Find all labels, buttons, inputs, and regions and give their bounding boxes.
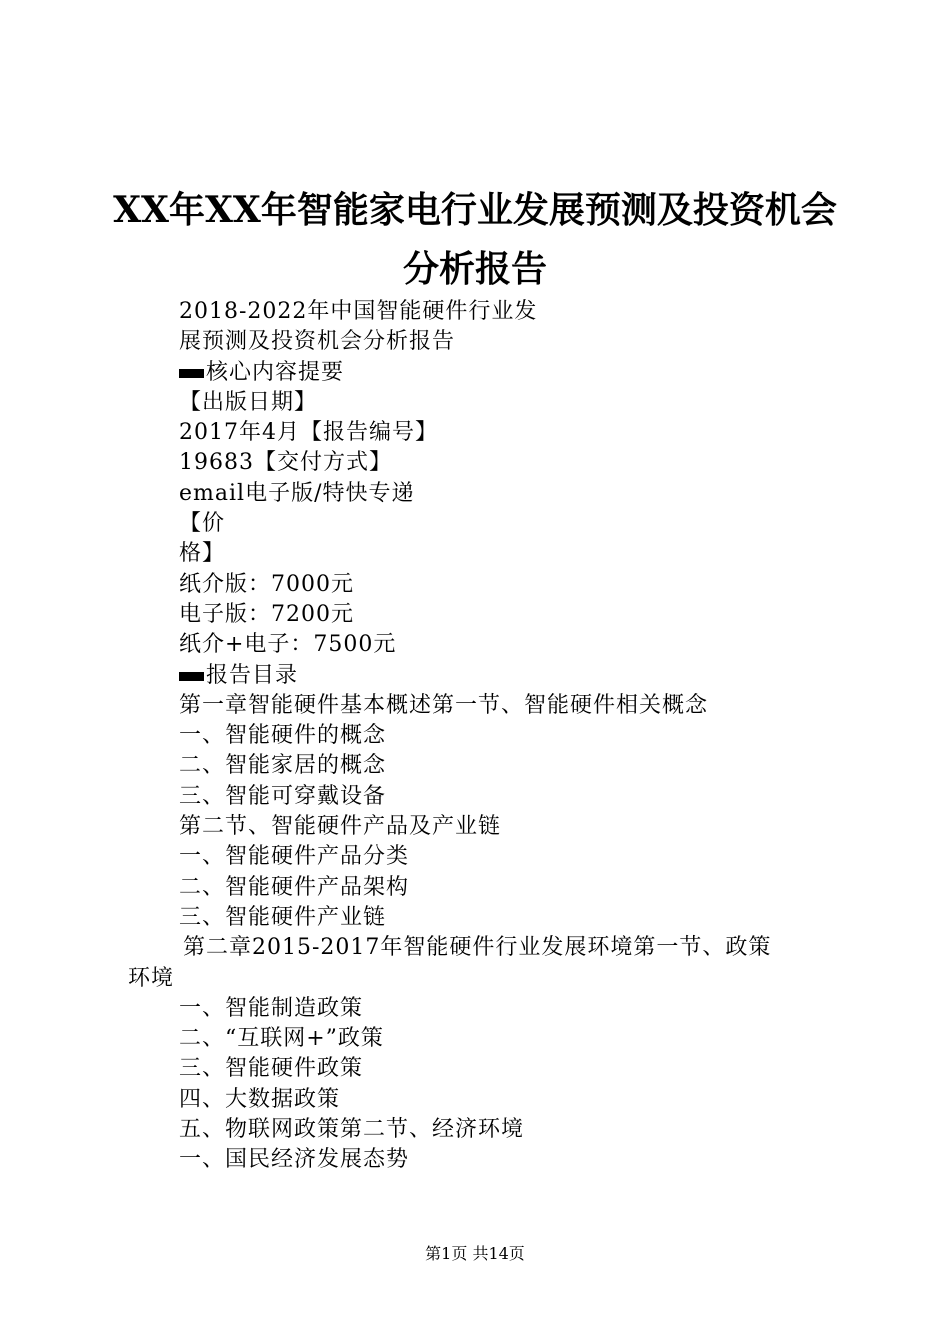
square-bullet-icon: [179, 369, 204, 378]
body-line: 展预测及投资机会分析报告: [179, 329, 456, 355]
toc-line: 三、智能硬件政策: [179, 1056, 364, 1082]
body-line: 【价: [179, 511, 226, 537]
toc-line: 二、智能硬件产品架构: [179, 874, 410, 900]
body-line: 2017年4月【报告编号】: [179, 420, 438, 446]
toc-line: 第二节、智能硬件产品及产业链: [179, 814, 502, 840]
section-heading-label: 报告目录: [206, 662, 299, 688]
body-line: 2018-2022年中国智能硬件行业发: [179, 299, 538, 324]
price-line: 纸介版：7000元: [179, 571, 354, 597]
toc-line: 一、智能硬件的概念: [179, 723, 387, 749]
toc-line-part-2: 环境: [128, 965, 175, 991]
document-body: [0, 297, 950, 1176]
toc-line: 一、智能硬件产品分类: [179, 844, 410, 870]
toc-line: 第一章智能硬件基本概述第一节、智能硬件相关概念: [179, 692, 709, 718]
toc-line: 一、智能制造政策: [179, 995, 364, 1021]
section-heading-summary: [0, 358, 950, 388]
body-line: 【出版日期】: [179, 389, 318, 415]
toc-line-wrapped: [0, 933, 950, 994]
section-heading-toc: [0, 661, 950, 691]
price-line: 电子版：7200元: [179, 601, 354, 627]
toc-line: 三、智能可穿戴设备: [179, 783, 387, 809]
toc-line: 一、国民经济发展态势: [179, 1147, 410, 1173]
body-line: 格】: [179, 541, 226, 567]
section-heading-label: 核心内容提要: [206, 359, 345, 385]
toc-line: 四、大数据政策: [179, 1086, 341, 1112]
toc-line: 二、智能家居的概念: [179, 753, 387, 779]
square-bullet-icon: [179, 672, 204, 681]
price-line: 纸介+电子：7500元: [179, 632, 397, 658]
toc-line: 五、物联网政策第二节、经济环境: [179, 1117, 525, 1143]
toc-line: 二、“互联网+”政策: [179, 1026, 384, 1052]
body-line: 19683【交付方式】: [179, 450, 392, 476]
toc-line-part-1: 第二章2015-2017年智能硬件行业发展环境第一节、政策: [183, 935, 772, 961]
body-line: email电子版/特快专递: [179, 480, 415, 506]
document-title-line-1: XX年XX年智能家电行业发展预测及投资机会: [113, 189, 837, 231]
document-title-line-2: 分析报告: [402, 248, 547, 290]
toc-line: 三、智能硬件产业链: [179, 904, 387, 930]
page-footer: 第1页 共14页: [425, 1244, 525, 1263]
